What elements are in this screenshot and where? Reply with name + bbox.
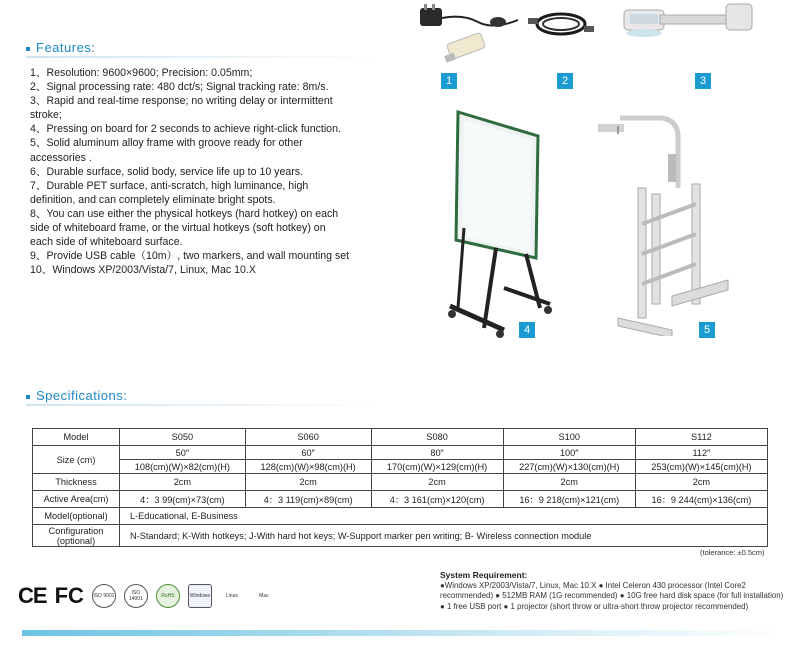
table-row	[33, 474, 768, 491]
table-cell: 227(cm)(W)×130(cm)(H)	[503, 460, 635, 474]
mobile-stand-photo	[592, 104, 732, 336]
table-cell: S100	[503, 429, 635, 446]
whiteboard-stand-photo	[440, 108, 560, 338]
feature-item: 4、Pressing on board for 2 seconds to achieve right-click function.	[30, 123, 341, 136]
features-rule	[26, 56, 381, 58]
table-cell: 170(cm)(W)×129(cm)(H)	[371, 460, 503, 474]
bullet-icon	[26, 47, 30, 51]
feature-item: 8、You can use either the physical hotkeys (hard hotkey) on each side of whiteboard frame, or the virtual hotkeys (soft hotkey) on each side of whiteboard surface.	[30, 207, 339, 249]
table-cell: S080	[371, 429, 503, 446]
table-cell: 16：9 244(cm)×136(cm)	[635, 491, 767, 508]
feature-item: 3、Rapid and real-time response; no writing delay or intermittent stroke;	[30, 95, 333, 122]
table-cell: Size (cm)	[33, 446, 120, 474]
photo-label-3: 3	[695, 73, 711, 89]
table-cell: Thickness	[33, 474, 120, 491]
feature-item: 2、Signal processing rate: 480 dct/s; Signal tracking rate: 8m/s.	[30, 81, 329, 94]
feature-item: 5、Solid aluminum alloy frame with groove ready for other accessories .	[30, 137, 303, 164]
certification-logos	[18, 580, 276, 612]
linux-icon: Linux	[225, 593, 238, 599]
table-cell: 253(cm)(W)×145(cm)(H)	[635, 460, 767, 474]
feature-item: 9、Provide USB cable（10m）, two markers, and wall mounting set	[30, 250, 350, 263]
table-cell: 108(cm)(W)×82(cm)(H)	[120, 460, 246, 474]
photo-label-1: 1	[441, 73, 457, 89]
fcc-mark-icon: FC	[54, 583, 84, 608]
table-cell: Model(optional)	[33, 508, 120, 525]
system-requirement-title: System Requirement:	[440, 570, 528, 580]
table-cell: 2cm	[120, 474, 246, 491]
rohs-icon: RoHS	[156, 584, 180, 608]
feature-item: 7、Durable PET surface, anti-scratch, high luminance, high definition, and can completely eliminate bright spots.	[30, 179, 309, 206]
photo-label-5: 5	[699, 322, 715, 338]
table-cell: S060	[245, 429, 371, 446]
table-cell: 4：3 161(cm)×120(cm)	[371, 491, 503, 508]
table-cell: S050	[120, 429, 246, 446]
table-row	[33, 508, 768, 525]
table-row	[33, 460, 768, 474]
tolerance-note: (tolerance: ±0.5cm)	[700, 548, 765, 557]
system-requirement-text: ●Windows XP/2003/Vista/7, Linux, Mac 10.X ● Intel Celeron 430 processor (Intel Core2 recommended) ● 512MB RAM (1G recommended) ● 10G free hard disk space (for full installation) ● 1 free USB port ● 1 projector (short throw or ultra-short throw projector recommended)	[440, 580, 784, 611]
power-adapter-photo	[418, 4, 528, 66]
table-cell: 2cm	[503, 474, 635, 491]
wall-mount-photo	[616, 0, 756, 42]
feature-item: 1、Resolution: 9600×9600; Precision: 0.05mm;	[30, 67, 253, 79]
table-cell: Configuration (optional)	[33, 525, 120, 547]
table-cell: 2cm	[371, 474, 503, 491]
features-list	[30, 66, 350, 277]
table-cell: 100″	[503, 446, 635, 460]
table-cell: 112″	[635, 446, 767, 460]
table-cell: 2cm	[245, 474, 371, 491]
footer-bar	[22, 630, 782, 636]
feature-item: 10、Windows XP/2003/Vista/7, Linux, Mac 10.X	[30, 264, 256, 277]
table-cell: 60″	[245, 446, 371, 460]
specifications-table	[32, 428, 768, 547]
table-cell: 80″	[371, 446, 503, 460]
table-cell: Model	[33, 429, 120, 446]
mac-icon: Mac	[259, 593, 269, 599]
table-cell: 50″	[120, 446, 246, 460]
table-cell: 2cm	[635, 474, 767, 491]
table-cell: 4：3 99(cm)×73(cm)	[120, 491, 246, 508]
ce-mark-icon: CE	[18, 583, 47, 608]
usb-cable-photo	[526, 6, 596, 46]
table-cell: 4：3 119(cm)×89(cm)	[245, 491, 371, 508]
table-cell: L-Educational, E-Business	[120, 508, 768, 525]
features-title: Features:	[26, 40, 95, 55]
iso9001-icon: ISO 9001	[92, 584, 116, 608]
table-cell: Active Area(cm)	[33, 491, 120, 508]
table-row	[33, 429, 768, 446]
table-cell: N-Standard; K-With hotkeys; J-With hard hot keys; W-Support marker pen writing; B- Wireless connection module	[120, 525, 768, 547]
specifications-rule	[26, 404, 386, 406]
windows-icon: Windows	[188, 584, 212, 608]
photo-label-2: 2	[557, 73, 573, 89]
table-cell: 16：9 218(cm)×121(cm)	[503, 491, 635, 508]
table-cell: S112	[635, 429, 767, 446]
table-row	[33, 525, 768, 547]
table-row	[33, 491, 768, 508]
feature-item: 6、Durable surface, solid body, service life up to 10 years.	[30, 165, 304, 178]
specifications-title: Specifications:	[26, 388, 127, 403]
photo-label-4: 4	[519, 322, 535, 338]
iso14001-icon: ISO 14001	[124, 584, 148, 608]
bullet-icon	[26, 395, 30, 399]
table-row	[33, 446, 768, 460]
system-requirement	[440, 570, 785, 612]
table-cell: 128(cm)(W)×98(cm)(H)	[245, 460, 371, 474]
